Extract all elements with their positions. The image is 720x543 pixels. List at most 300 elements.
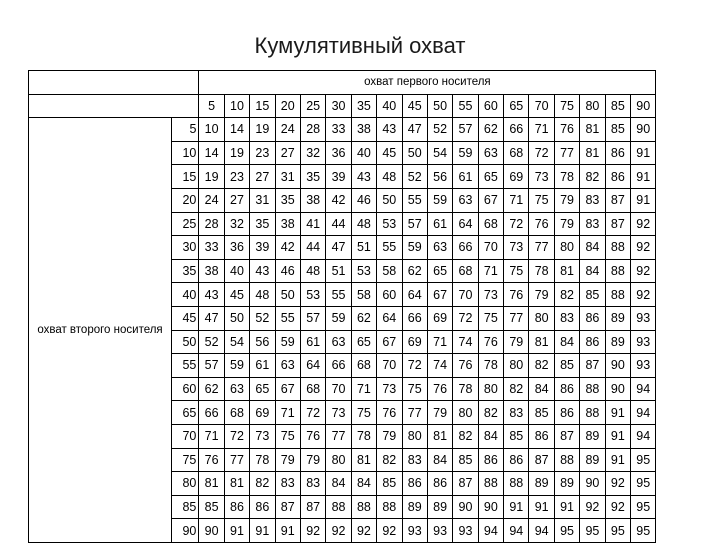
table-row xyxy=(29,118,656,142)
table-cell: 84 xyxy=(554,330,579,354)
table-cell: 70 xyxy=(326,377,351,401)
table-cell: 91 xyxy=(605,424,630,448)
table-cell: 70 xyxy=(377,354,402,378)
table-cell: 48 xyxy=(377,165,402,189)
column-header: 70 xyxy=(529,94,554,118)
table-cell: 53 xyxy=(351,259,376,283)
table-cell: 67 xyxy=(427,283,452,307)
table-cell: 60 xyxy=(377,283,402,307)
table-cell: 84 xyxy=(351,472,376,496)
table-cell: 88 xyxy=(580,401,605,425)
table-cell: 91 xyxy=(605,448,630,472)
table-cell: 53 xyxy=(300,283,325,307)
table-cell: 95 xyxy=(631,472,656,496)
table-cell: 48 xyxy=(250,283,275,307)
table-cell: 66 xyxy=(453,236,478,260)
table-cell: 39 xyxy=(326,165,351,189)
table-cell: 61 xyxy=(453,165,478,189)
table-cell: 85 xyxy=(199,495,224,519)
table-cell: 78 xyxy=(250,448,275,472)
table-cell: 39 xyxy=(250,236,275,260)
table-cell: 46 xyxy=(351,188,376,212)
table-cell: 24 xyxy=(275,118,300,142)
table-cell: 58 xyxy=(351,283,376,307)
table-cell: 43 xyxy=(250,259,275,283)
table-cell: 88 xyxy=(326,495,351,519)
table-cell: 85 xyxy=(580,283,605,307)
table-cell: 36 xyxy=(224,236,249,260)
table-cell: 89 xyxy=(427,495,452,519)
row-header: 75 xyxy=(172,448,199,472)
column-header: 15 xyxy=(250,94,275,118)
table-cell: 69 xyxy=(504,165,529,189)
table-cell: 71 xyxy=(427,330,452,354)
table-cell: 72 xyxy=(224,424,249,448)
table-cell: 44 xyxy=(300,236,325,260)
row-header: 25 xyxy=(172,212,199,236)
table-cell: 90 xyxy=(605,354,630,378)
table-cell: 35 xyxy=(275,188,300,212)
table-cell: 87 xyxy=(453,472,478,496)
table-cell: 88 xyxy=(478,472,503,496)
table-cell: 79 xyxy=(504,330,529,354)
table-cell: 85 xyxy=(529,401,554,425)
table-cell: 75 xyxy=(402,377,427,401)
table-cell: 43 xyxy=(377,118,402,142)
table-cell: 73 xyxy=(326,401,351,425)
coverage-table xyxy=(28,70,656,543)
row-header: 60 xyxy=(172,377,199,401)
table-cell: 24 xyxy=(199,188,224,212)
table-cell: 68 xyxy=(453,259,478,283)
table-cell: 90 xyxy=(605,377,630,401)
table-cell: 41 xyxy=(300,212,325,236)
column-header: 5 xyxy=(199,94,224,118)
table-cell: 82 xyxy=(453,424,478,448)
row-header: 30 xyxy=(172,236,199,260)
table-cell: 93 xyxy=(402,519,427,543)
table-cell: 55 xyxy=(402,188,427,212)
corner-cell xyxy=(29,94,199,118)
table-cell: 85 xyxy=(605,118,630,142)
table-cell: 72 xyxy=(402,354,427,378)
table-cell: 86 xyxy=(224,495,249,519)
table-cell: 42 xyxy=(326,188,351,212)
row-header: 50 xyxy=(172,330,199,354)
table-cell: 57 xyxy=(402,212,427,236)
column-header: 75 xyxy=(554,94,579,118)
table-cell: 19 xyxy=(224,141,249,165)
table-cell: 48 xyxy=(300,259,325,283)
table-cell: 54 xyxy=(224,330,249,354)
table-cell: 84 xyxy=(326,472,351,496)
table-cell: 63 xyxy=(478,141,503,165)
table-cell: 80 xyxy=(453,401,478,425)
table-cell: 90 xyxy=(580,472,605,496)
table-cell: 66 xyxy=(402,306,427,330)
table-cell: 84 xyxy=(580,236,605,260)
table-cell: 23 xyxy=(224,165,249,189)
table-cell: 64 xyxy=(402,283,427,307)
table-cell: 80 xyxy=(529,306,554,330)
table-cell: 86 xyxy=(554,401,579,425)
table-cell: 91 xyxy=(224,519,249,543)
table-cell: 90 xyxy=(478,495,503,519)
table-cell: 91 xyxy=(250,519,275,543)
table-cell: 75 xyxy=(478,306,503,330)
table-cell: 92 xyxy=(351,519,376,543)
table-cell: 71 xyxy=(275,401,300,425)
table-cell: 64 xyxy=(453,212,478,236)
table-cell: 90 xyxy=(631,118,656,142)
table-cell: 32 xyxy=(224,212,249,236)
table-cell: 92 xyxy=(377,519,402,543)
table-cell: 94 xyxy=(631,401,656,425)
row-header: 90 xyxy=(172,519,199,543)
table-cell: 70 xyxy=(478,236,503,260)
table-cell: 38 xyxy=(199,259,224,283)
table-cell: 91 xyxy=(529,495,554,519)
table-cell: 61 xyxy=(250,354,275,378)
table-cell: 90 xyxy=(199,519,224,543)
table-cell: 92 xyxy=(300,519,325,543)
table-cell: 88 xyxy=(351,495,376,519)
table-cell: 80 xyxy=(326,448,351,472)
table-cell: 93 xyxy=(631,330,656,354)
table-cell: 83 xyxy=(580,188,605,212)
table-cell: 76 xyxy=(377,401,402,425)
table-cell: 59 xyxy=(402,236,427,260)
table-cell: 68 xyxy=(478,212,503,236)
table-cell: 81 xyxy=(529,330,554,354)
table-cell: 88 xyxy=(605,236,630,260)
table-cell: 83 xyxy=(580,212,605,236)
table-cell: 81 xyxy=(427,424,452,448)
table-cell: 64 xyxy=(377,306,402,330)
table-cell: 86 xyxy=(580,306,605,330)
table-cell: 80 xyxy=(504,354,529,378)
table-cell: 94 xyxy=(631,424,656,448)
table-cell: 88 xyxy=(605,259,630,283)
table-cell: 73 xyxy=(377,377,402,401)
table-cell: 77 xyxy=(224,448,249,472)
table-cell: 10 xyxy=(199,118,224,142)
table-cell: 80 xyxy=(554,236,579,260)
table-cell: 77 xyxy=(529,236,554,260)
table-cell: 83 xyxy=(300,472,325,496)
table-cell: 52 xyxy=(427,118,452,142)
table-cell: 91 xyxy=(631,188,656,212)
table-cell: 89 xyxy=(605,330,630,354)
table-cell: 92 xyxy=(631,236,656,260)
table-cell: 66 xyxy=(326,354,351,378)
table-cell: 76 xyxy=(300,424,325,448)
table-cell: 62 xyxy=(402,259,427,283)
table-cell: 91 xyxy=(631,165,656,189)
table-cell: 63 xyxy=(453,188,478,212)
table-cell: 57 xyxy=(453,118,478,142)
table-cell: 85 xyxy=(377,472,402,496)
table-cell: 50 xyxy=(224,306,249,330)
table-cell: 83 xyxy=(504,401,529,425)
table-cell: 79 xyxy=(377,424,402,448)
table-cell: 76 xyxy=(554,118,579,142)
table-cell: 92 xyxy=(631,212,656,236)
table-cell: 95 xyxy=(631,519,656,543)
table-cell: 47 xyxy=(199,306,224,330)
table-cell: 52 xyxy=(199,330,224,354)
table-cell: 85 xyxy=(453,448,478,472)
table-cell: 71 xyxy=(351,377,376,401)
table-cell: 79 xyxy=(554,212,579,236)
table-cell: 73 xyxy=(250,424,275,448)
row-header: 85 xyxy=(172,495,199,519)
table-cell: 86 xyxy=(504,448,529,472)
column-header: 85 xyxy=(605,94,630,118)
table-cell: 81 xyxy=(554,259,579,283)
table-cell: 59 xyxy=(326,306,351,330)
table-cell: 80 xyxy=(402,424,427,448)
row-header: 35 xyxy=(172,259,199,283)
table-cell: 79 xyxy=(427,401,452,425)
table-cell: 91 xyxy=(504,495,529,519)
table-cell: 81 xyxy=(580,118,605,142)
table-cell: 84 xyxy=(478,424,503,448)
table-cell: 55 xyxy=(326,283,351,307)
table-cell: 87 xyxy=(300,495,325,519)
table-cell: 62 xyxy=(199,377,224,401)
table-cell: 43 xyxy=(199,283,224,307)
column-header: 30 xyxy=(326,94,351,118)
table-cell: 92 xyxy=(326,519,351,543)
table-cell: 77 xyxy=(504,306,529,330)
table-cell: 92 xyxy=(605,495,630,519)
row-header: 15 xyxy=(172,165,199,189)
table-cell: 78 xyxy=(478,354,503,378)
table-cell: 27 xyxy=(275,141,300,165)
row-header: 80 xyxy=(172,472,199,496)
table-cell: 88 xyxy=(605,283,630,307)
table-cell: 86 xyxy=(605,165,630,189)
table-cell: 84 xyxy=(580,259,605,283)
table-cell: 63 xyxy=(326,330,351,354)
table-cell: 77 xyxy=(402,401,427,425)
table-cell: 68 xyxy=(504,141,529,165)
table-cell: 93 xyxy=(631,354,656,378)
table-cell: 86 xyxy=(402,472,427,496)
table-cell: 69 xyxy=(427,306,452,330)
table-cell: 87 xyxy=(529,448,554,472)
table-cell: 79 xyxy=(529,283,554,307)
table-cell: 76 xyxy=(427,377,452,401)
table-cell: 93 xyxy=(453,519,478,543)
table-cell: 89 xyxy=(605,306,630,330)
table-cell: 78 xyxy=(529,259,554,283)
table-cell: 94 xyxy=(529,519,554,543)
table-cell: 69 xyxy=(250,401,275,425)
table-cell: 62 xyxy=(478,118,503,142)
table-cell: 19 xyxy=(199,165,224,189)
table-cell: 86 xyxy=(605,141,630,165)
column-header: 90 xyxy=(631,94,656,118)
column-header: 40 xyxy=(377,94,402,118)
table-cell: 75 xyxy=(529,188,554,212)
table-cell: 58 xyxy=(377,259,402,283)
table-cell: 61 xyxy=(427,212,452,236)
table-cell: 68 xyxy=(300,377,325,401)
table-cell: 19 xyxy=(250,118,275,142)
table-cell: 87 xyxy=(554,424,579,448)
table-cell: 91 xyxy=(554,495,579,519)
row-header: 55 xyxy=(172,354,199,378)
table-cell: 74 xyxy=(427,354,452,378)
table-cell: 61 xyxy=(300,330,325,354)
table-cell: 56 xyxy=(250,330,275,354)
table-cell: 94 xyxy=(478,519,503,543)
table-cell: 38 xyxy=(300,188,325,212)
table-cell: 52 xyxy=(402,165,427,189)
table-cell: 76 xyxy=(478,330,503,354)
table-cell: 76 xyxy=(529,212,554,236)
table-cell: 84 xyxy=(427,448,452,472)
table-cell: 74 xyxy=(453,330,478,354)
table-cell: 88 xyxy=(554,448,579,472)
table-cell: 35 xyxy=(300,165,325,189)
table-cell: 45 xyxy=(224,283,249,307)
table-cell: 66 xyxy=(199,401,224,425)
table-cell: 95 xyxy=(580,519,605,543)
table-cell: 67 xyxy=(478,188,503,212)
table-cell: 89 xyxy=(529,472,554,496)
table-cell: 55 xyxy=(377,236,402,260)
row-header: 20 xyxy=(172,188,199,212)
table-cell: 42 xyxy=(275,236,300,260)
table-cell: 86 xyxy=(529,424,554,448)
table-cell: 72 xyxy=(529,141,554,165)
column-header: 55 xyxy=(453,94,478,118)
table-cell: 82 xyxy=(529,354,554,378)
table-cell: 23 xyxy=(250,141,275,165)
column-header: 80 xyxy=(580,94,605,118)
table-cell: 63 xyxy=(427,236,452,260)
row-header: 10 xyxy=(172,141,199,165)
table-cell: 82 xyxy=(377,448,402,472)
table-cell: 93 xyxy=(427,519,452,543)
row-caption: охват второго носителя xyxy=(29,118,172,543)
table-cell: 36 xyxy=(326,141,351,165)
row-header: 5 xyxy=(172,118,199,142)
table-cell: 88 xyxy=(580,377,605,401)
table-cell: 64 xyxy=(300,354,325,378)
table-cell: 67 xyxy=(275,377,300,401)
table-cell: 76 xyxy=(504,283,529,307)
page-title: Кумулятивный охват xyxy=(254,33,466,58)
table-cell: 71 xyxy=(529,118,554,142)
column-header: 65 xyxy=(504,94,529,118)
table-cell: 86 xyxy=(478,448,503,472)
table-cell: 51 xyxy=(326,259,351,283)
table-cell: 63 xyxy=(275,354,300,378)
table-cell: 40 xyxy=(224,259,249,283)
column-header: 35 xyxy=(351,94,376,118)
table-cell: 89 xyxy=(580,448,605,472)
table-cell: 82 xyxy=(580,165,605,189)
caption-row xyxy=(29,71,656,95)
table-cell: 88 xyxy=(377,495,402,519)
table-cell: 53 xyxy=(377,212,402,236)
table-cell: 93 xyxy=(631,306,656,330)
table-cell: 27 xyxy=(224,188,249,212)
table-cell: 73 xyxy=(478,283,503,307)
table-cell: 73 xyxy=(529,165,554,189)
table-cell: 92 xyxy=(580,495,605,519)
column-header: 10 xyxy=(224,94,249,118)
table-cell: 94 xyxy=(631,377,656,401)
table-cell: 72 xyxy=(300,401,325,425)
table-cell: 85 xyxy=(504,424,529,448)
table-cell: 83 xyxy=(554,306,579,330)
table-cell: 51 xyxy=(351,236,376,260)
table-cell: 86 xyxy=(580,330,605,354)
table-cell: 86 xyxy=(250,495,275,519)
column-header: 60 xyxy=(478,94,503,118)
table-cell: 92 xyxy=(605,472,630,496)
table-cell: 14 xyxy=(199,141,224,165)
table-cell: 81 xyxy=(224,472,249,496)
table-cell: 79 xyxy=(275,448,300,472)
table-cell: 89 xyxy=(580,424,605,448)
column-header: 20 xyxy=(275,94,300,118)
table-cell: 86 xyxy=(554,377,579,401)
table-cell: 75 xyxy=(351,401,376,425)
table-cell: 80 xyxy=(478,377,503,401)
table-cell: 77 xyxy=(554,141,579,165)
table-cell: 76 xyxy=(453,354,478,378)
table-cell: 43 xyxy=(351,165,376,189)
table-cell: 32 xyxy=(300,141,325,165)
table-cell: 78 xyxy=(554,165,579,189)
table-cell: 50 xyxy=(402,141,427,165)
table-cell: 68 xyxy=(224,401,249,425)
table-cell: 71 xyxy=(199,424,224,448)
table-cell: 82 xyxy=(478,401,503,425)
table-cell: 83 xyxy=(402,448,427,472)
table-cell: 91 xyxy=(275,519,300,543)
table-cell: 65 xyxy=(250,377,275,401)
table-cell: 76 xyxy=(199,448,224,472)
table-cell: 47 xyxy=(402,118,427,142)
table-cell: 31 xyxy=(250,188,275,212)
table-cell: 84 xyxy=(529,377,554,401)
table-cell: 14 xyxy=(224,118,249,142)
table-cell: 48 xyxy=(351,212,376,236)
table-cell: 44 xyxy=(326,212,351,236)
table-cell: 79 xyxy=(300,448,325,472)
table-cell: 95 xyxy=(631,495,656,519)
column-header: 50 xyxy=(427,94,452,118)
table-cell: 50 xyxy=(377,188,402,212)
table-cell: 52 xyxy=(250,306,275,330)
table-cell: 75 xyxy=(504,259,529,283)
table-cell: 33 xyxy=(199,236,224,260)
table-cell: 65 xyxy=(427,259,452,283)
row-header: 45 xyxy=(172,306,199,330)
table-cell: 85 xyxy=(554,354,579,378)
table-cell: 38 xyxy=(351,118,376,142)
table-cell: 27 xyxy=(250,165,275,189)
table-cell: 63 xyxy=(224,377,249,401)
table-cell: 81 xyxy=(199,472,224,496)
